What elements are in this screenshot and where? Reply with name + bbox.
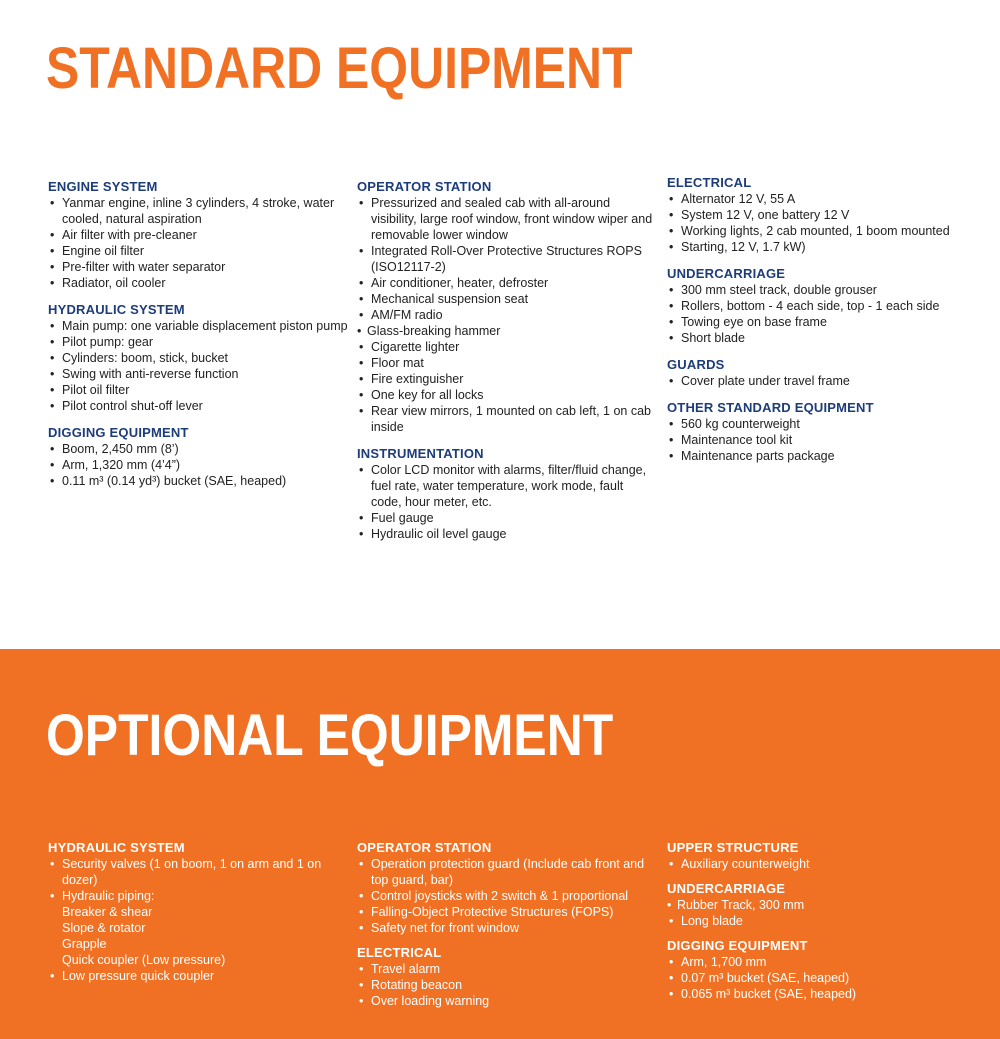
item-list xyxy=(667,856,967,872)
list-item: • 0.11 m³ (0.14 yd³) bucket (SAE, heaped) xyxy=(48,473,348,489)
list-item: • Air conditioner, heater, defroster xyxy=(357,275,657,291)
section-title: ELECTRICAL xyxy=(357,945,442,960)
optional-column-3 xyxy=(667,840,967,1011)
list-item: • Pilot oil filter xyxy=(48,382,348,398)
list-item: • System 12 V, one battery 12 V xyxy=(667,207,967,223)
list-item: • Auxiliary counterweight xyxy=(667,856,967,872)
section-title: UNDERCARRIAGE xyxy=(667,266,786,281)
standard-equipment-title: STANDARD EQUIPMENT xyxy=(46,36,633,101)
section-title: ENGINE SYSTEM xyxy=(48,179,158,194)
list-item: • Floor mat xyxy=(357,355,657,371)
list-item: • 0.07 m³ bucket (SAE, heaped) xyxy=(667,970,967,986)
list-item: • Cigarette lighter xyxy=(357,339,657,355)
section-title: ELECTRICAL xyxy=(667,175,752,190)
list-item: • Main pump: one variable displacement piston pump xyxy=(48,318,348,334)
list-item: • Color LCD monitor with alarms, filter/fluid change, fuel rate, water temperature, work mode, fault code, hour meter, etc. xyxy=(357,462,657,510)
section-title: INSTRUMENTATION xyxy=(357,446,484,461)
list-item: • Engine oil filter xyxy=(48,243,348,259)
list-item: • Fire extinguisher xyxy=(357,371,657,387)
standard-column-1 xyxy=(48,179,348,500)
section-undercarriage xyxy=(667,881,967,929)
item-list xyxy=(48,195,348,291)
list-item: • Rollers, bottom - 4 each side, top - 1 each side xyxy=(667,298,967,314)
optional-column-2 xyxy=(357,840,657,1018)
section-electrical xyxy=(357,945,657,1009)
standard-column-3 xyxy=(667,175,967,475)
item-list xyxy=(48,318,348,414)
item-list xyxy=(357,195,657,435)
list-item: • Pilot control shut-off lever xyxy=(48,398,348,414)
sub-list-item: Grapple xyxy=(62,937,107,951)
section-title: UPPER STRUCTURE xyxy=(667,840,799,855)
section-title: HYDRAULIC SYSTEM xyxy=(48,840,185,855)
section-digging-equipment xyxy=(667,938,967,1002)
list-item: • Travel alarm xyxy=(357,961,657,977)
item-list xyxy=(357,462,657,542)
list-item: • Yanmar engine, inline 3 cylinders, 4 stroke, water cooled, natural aspiration xyxy=(48,195,348,227)
section-instrumentation xyxy=(357,446,657,542)
optional-equipment-title: OPTIONAL EQUIPMENT xyxy=(46,703,614,768)
section-electrical xyxy=(667,175,967,255)
item-list xyxy=(667,416,967,464)
list-item: • Pre-filter with water separator xyxy=(48,259,348,275)
list-item: • Safety net for front window xyxy=(357,920,657,936)
list-item: • Security valves (1 on boom, 1 on arm and 1 on dozer) xyxy=(48,856,348,888)
item-list xyxy=(357,961,657,1009)
list-item: • Cover plate under travel frame xyxy=(667,373,967,389)
list-item: • 0.065 m³ bucket (SAE, heaped) xyxy=(667,986,967,1002)
item-list xyxy=(357,856,657,936)
item-list xyxy=(667,282,967,346)
item-list xyxy=(667,897,967,929)
list-item: • Glass-breaking hammer xyxy=(357,323,657,339)
section-hydraulic-system xyxy=(48,302,348,414)
list-item: • 300 mm steel track, double grouser xyxy=(667,282,967,298)
list-item: • Pilot pump: gear xyxy=(48,334,348,350)
section-upper-structure xyxy=(667,840,967,872)
section-engine-system xyxy=(48,179,348,291)
list-item: • Rotating beacon xyxy=(357,977,657,993)
list-item: • Over loading warning xyxy=(357,993,657,1009)
list-item: • Boom, 2,450 mm (8’) xyxy=(48,441,348,457)
list-item: • Mechanical suspension seat xyxy=(357,291,657,307)
section-title: UNDERCARRIAGE xyxy=(667,881,786,896)
item-list xyxy=(667,191,967,255)
list-item: • Arm, 1,700 mm xyxy=(667,954,967,970)
section-title: OPERATOR STATION xyxy=(357,179,492,194)
list-item: • Hydraulic oil level gauge xyxy=(357,526,657,542)
list-item: • Integrated Roll-Over Protective Structures ROPS (ISO12117-2) xyxy=(357,243,657,275)
section-other-standard-equipment xyxy=(667,400,967,464)
list-item: • Working lights, 2 cab mounted, 1 boom mounted xyxy=(667,223,967,239)
section-title: GUARDS xyxy=(667,357,725,372)
list-item: • Control joysticks with 2 switch & 1 proportional xyxy=(357,888,657,904)
list-item: • Air filter with pre-cleaner xyxy=(48,227,348,243)
list-item: • Rubber Track, 300 mm xyxy=(667,897,967,913)
list-item: • One key for all locks xyxy=(357,387,657,403)
optional-column-1 xyxy=(48,840,348,993)
section-operator-station xyxy=(357,179,657,435)
sub-list-item: Quick coupler (Low pressure) xyxy=(62,953,226,967)
item-list xyxy=(48,441,348,489)
list-item: • Arm, 1,320 mm (4’4”) xyxy=(48,457,348,473)
section-title: OPERATOR STATION xyxy=(357,840,492,855)
section-undercarriage xyxy=(667,266,967,346)
list-item: • Rear view mirrors, 1 mounted on cab left, 1 on cab inside xyxy=(357,403,657,435)
list-item: • Maintenance tool kit xyxy=(667,432,967,448)
list-item: • Operation protection guard (Include cab front and top guard, bar) xyxy=(357,856,657,888)
section-title: HYDRAULIC SYSTEM xyxy=(48,302,185,317)
item-list xyxy=(667,373,967,389)
list-item: • Alternator 12 V, 55 A xyxy=(667,191,967,207)
optional-hydraulic-system xyxy=(48,840,348,984)
list-item: • Falling-Object Protective Structures (FOPS) xyxy=(357,904,657,920)
list-item: • Radiator, oil cooler xyxy=(48,275,348,291)
section-operator-station xyxy=(357,840,657,936)
section-title: DIGGING EQUIPMENT xyxy=(48,425,189,440)
sub-list-item: Breaker & shear xyxy=(62,905,153,919)
list-item: • AM/FM radio xyxy=(357,307,657,323)
list-item: • Fuel gauge xyxy=(357,510,657,526)
list-item: • Starting, 12 V, 1.7 kW) xyxy=(667,239,967,255)
optional-equipment-section xyxy=(0,649,1000,1039)
sub-list-item: Slope & rotator xyxy=(62,921,146,935)
list-item: • Swing with anti-reverse function xyxy=(48,366,348,382)
list-item: • Towing eye on base frame xyxy=(667,314,967,330)
list-item: • Long blade xyxy=(667,913,967,929)
list-item: • Pressurized and sealed cab with all-around visibility, large roof window, front window wiper and removable lower window xyxy=(357,195,657,243)
list-item: • Low pressure quick coupler xyxy=(48,968,348,984)
list-item: • 560 kg counterweight xyxy=(667,416,967,432)
list-item: • Short blade xyxy=(667,330,967,346)
section-guards xyxy=(667,357,967,389)
item-list xyxy=(48,856,348,984)
section-title: DIGGING EQUIPMENT xyxy=(667,938,808,953)
standard-column-2 xyxy=(357,179,657,553)
item-list xyxy=(667,954,967,1002)
list-item: • Hydraulic piping: xyxy=(48,888,348,904)
section-title: OTHER STANDARD EQUIPMENT xyxy=(667,400,874,415)
section-digging-equipment xyxy=(48,425,348,489)
list-item: • Maintenance parts package xyxy=(667,448,967,464)
list-item: • Cylinders: boom, stick, bucket xyxy=(48,350,348,366)
